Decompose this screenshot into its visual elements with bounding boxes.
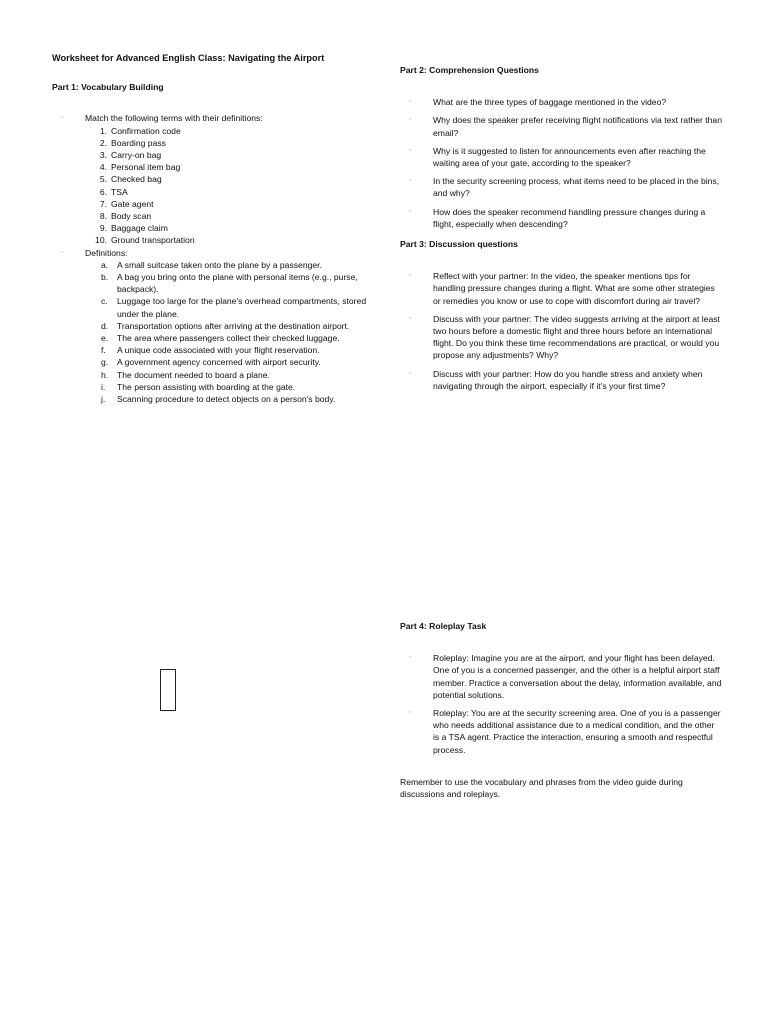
part1-heading: Part 1: Vocabulary Building (52, 82, 164, 93)
left-column (52, 52, 370, 405)
question-item: ◦ What are the three types of baggage mentioned in the video? (400, 96, 722, 108)
question-item: ◦ In the security screening process, what items need to be placed in the bins, and why? (400, 175, 722, 199)
discussion-item: ◦ Discuss with your partner: How do you handle stress and anxiety when navigating through the airport, especially if it's your first time? (400, 368, 722, 392)
terms-list (85, 125, 370, 247)
term-item: 5. Checked bag (99, 174, 162, 185)
discussion-item: ◦ Reflect with your partner: In the video, the speaker mentions tips for handling pressure changes during a flight. What are some other strategies or remedies you know or use to cope with discomfort during air travel? (400, 270, 722, 307)
part2-heading: Part 2: Comprehension Questions (400, 65, 539, 75)
question-item: ◦ Why does the speaker prefer receiving flight notifications via text rather than email? (400, 114, 722, 138)
definition-item: e. The area where passengers collect their checked luggage. (101, 333, 340, 344)
discussion-item: ◦ Discuss with your partner: The video suggests arriving at the airport at least two hours before a domestic flight and three hours before an international flight. Do you think these time recommendations are practical, or would you propose any adjustments? Why? (400, 313, 722, 362)
part3-heading: Part 3: Discussion questions (400, 239, 518, 250)
term-item: 7. Gate agent (99, 198, 154, 209)
definition-item: d. Transportation options after arriving at the destination airport. (101, 320, 350, 331)
part4-tasks (400, 652, 722, 756)
question-item: ◦ How does the speaker recommend handling pressure changes during a flight, especially when descending? (400, 206, 722, 230)
roleplay-item: ◦ Roleplay: You are at the security screening area. One of you is a passenger who needs additional assistance due to a medical condition, and the other is a TSA agent. Practice the interaction, ensuring a smooth and respectful process. (400, 707, 722, 756)
term-item: 2. Boarding pass (99, 137, 166, 148)
term-item: 8. Body scan (99, 211, 152, 222)
definition-item: a. A small suitcase taken onto the plane by a passenger. (101, 259, 322, 270)
definitions-label: Definitions: (85, 247, 128, 258)
term-item: 10. Ground transportation (95, 235, 195, 246)
right-column-bottom (400, 620, 722, 800)
term-item: 9. Baggage claim (99, 223, 168, 234)
missing-glyph-box (160, 669, 176, 711)
right-column-top (400, 64, 722, 392)
term-item: 4. Personal item bag (99, 162, 181, 173)
definition-item: h. The document needed to board a plane. (101, 369, 270, 380)
definition-item: f. A unique code associated with your flight reservation. (101, 345, 320, 356)
roleplay-item: ◦ Roleplay: Imagine you are at the airport, and your flight has been delayed. One of you is a concerned passenger, and the other is a helpful airport staff member. Practice a conversation about the delay, information available, and potential solutions. (400, 652, 722, 701)
reminder-text: Remember to use the vocabulary and phrases from the video guide during discussions and roleplays. (400, 776, 683, 800)
question-item: ◦ Why is it suggested to listen for announcements even after reaching the waiting area of your gate, according to the speaker? (400, 145, 722, 169)
part4-heading: Part 4: Roleplay Task (400, 621, 487, 631)
term-item: 6. TSA (99, 186, 128, 197)
match-instruction: Match the following terms with their definitions: (85, 113, 263, 124)
part1-list (52, 112, 370, 405)
match-item (52, 112, 370, 246)
part2-questions (400, 96, 722, 230)
definition-item: c. Luggage too large for the plane's overhead compartments, stored under the plane. (101, 296, 367, 319)
definition-item: g. A government agency concerned with airport security. (101, 357, 321, 368)
definitions-item (52, 247, 370, 406)
term-item: 3. Carry-on bag (99, 150, 162, 161)
definitions-list (85, 259, 370, 405)
definition-item: j. Scanning procedure to detect objects on a person's body. (101, 394, 336, 405)
definition-item: i. The person assisting with boarding at the gate. (101, 381, 296, 392)
term-item: 1. Confirmation code (99, 125, 181, 136)
definition-item: b. A bag you bring onto the plane with personal items (e.g., purse, backpack). (101, 272, 358, 295)
part3-questions (400, 270, 722, 392)
document-title: Worksheet for Advanced English Class: Navigating the Airport (52, 53, 325, 63)
